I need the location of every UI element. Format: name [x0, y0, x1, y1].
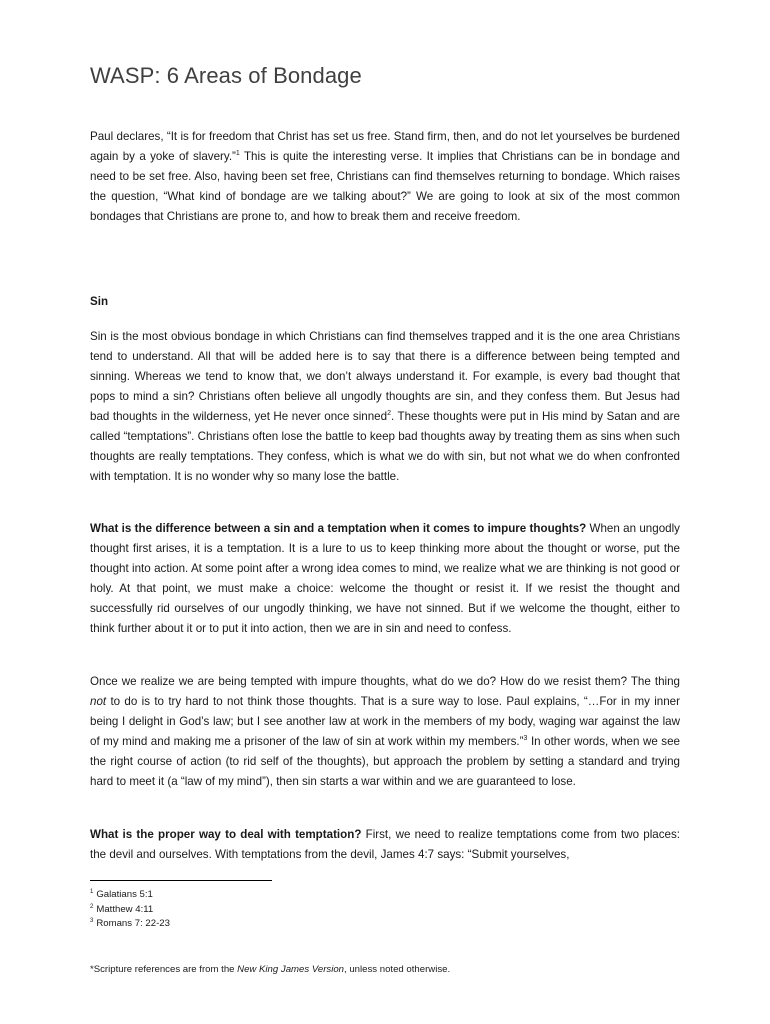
sin-p2-text: When an ungodly thought first arises, it is a temptation. It is a lure to us to keep thinking more about the thought or worse, put the thought into action. At some point after a wrong idea comes to mind, we realize what we are thinking is not good or holy. At that point, we must make a choice: welcome the thought or resist it. If we resist the thought and successfully rid ourselves of our ungodly thinking, we have not sinned. But if we welcome the thought, either to think further about it or to put it into action, then we are in sin and need to confess. — [90, 522, 680, 635]
footnote-list — [90, 888, 170, 932]
footnote-ref-1[interactable]: 1 — [235, 150, 240, 157]
footnote-ref-2[interactable]: 2 — [387, 410, 391, 417]
footnote-item — [90, 888, 170, 903]
intro-text-1: Paul declares, “It is for freedom that Christ has set us free. Stand firm, then, and do not let yourselves be burdened again by a yoke of slavery.” — [90, 130, 680, 163]
sin-p1-text-1: Sin is the most obvious bondage in which Christians can find themselves trapped and it is the one area Christians tend to understand. All that will be added here is to say that there is a difference between being tempted and sinning. Whereas we tend to know that, we don’t always understand it. For example, is every bad thought that pops to mind a sin? Christians often believe all ungodly thoughts are sin, and they confess them. But Jesus had bad thoughts in the wilderness, yet He never once sinned — [90, 330, 680, 423]
sin-p3-text-3: In other words, when we see the right course of action (to rid self of the thoughts), but approach the problem by setting a standard and trying hard to meet it (a “law of my mind”), then sin starts a war within and we are guaranteed to lose. — [90, 735, 680, 788]
sin-p3-italic-not: not — [90, 695, 107, 708]
sin-paragraph-3 — [90, 672, 680, 792]
footnote-item — [90, 917, 170, 932]
sin-paragraph-2 — [90, 519, 680, 639]
intro-text-2: This is quite the interesting verse. It implies that Christians can be in bondage and need to be set free. Also, having been set free, Christians can find themselves returning to bondage. Which raises the question, “What kind of bondage are we talking about?” We are going to look at six of the most common bondages that Christians are prone to, and how to break them and receive freedom. — [90, 150, 680, 223]
intro-paragraph — [90, 127, 680, 227]
footnote-number: 3 — [90, 918, 94, 924]
sin-p1-text-2: . These thoughts were put in His mind by Satan and are called “temptations”. Christians often lose the battle to keep bad thoughts away by treating them as sins when such thoughts are really temptations. They confess, which is what we do with sin, but not what we do when confronted with temptation. It is no wonder why so many lose the battle. — [90, 410, 680, 483]
footnote-text: Matthew 4:11 — [96, 903, 154, 915]
scripture-version-note — [90, 963, 450, 977]
footnote-text: Romans 7: 22-23 — [96, 918, 170, 929]
page-title: WASP: 6 Areas of Bondage — [90, 63, 362, 88]
note-version-name: New King James Version — [237, 964, 344, 975]
question-deal-with-temptation: What is the proper way to deal with temptation? — [90, 828, 362, 841]
footnote-item — [90, 903, 170, 918]
question-sin-vs-temptation: What is the difference between a sin and a temptation when it comes to impure thoughts? — [90, 522, 587, 535]
sin-paragraph-4 — [90, 825, 680, 865]
sin-p4-text: First, we need to realize temptations come from two places: the devil and ourselves. With temptations from the devil, James 4:7 says: “Submit yourselves, — [90, 828, 680, 861]
sin-p3-text-1: Once we realize we are being tempted with impure thoughts, what do we do? How do we resist them? The thing — [90, 675, 680, 688]
footnote-ref-3[interactable]: 3 — [523, 735, 528, 742]
footnote-number: 2 — [90, 903, 94, 910]
sin-paragraph-1 — [90, 327, 680, 487]
section-heading-sin: Sin — [90, 295, 109, 308]
footnote-number: 1 — [90, 889, 94, 895]
note-prefix: *Scripture references are from the — [90, 964, 238, 975]
sin-p3-text-2: to do is to try hard to not think those thoughts. That is a sure way to lose. Paul explains, “…For in my inner being I delight in God’s law; but I see another law at work in the members of my body, waging war against the law of my mind and making me a prisoner of the law of sin at work within my members.” — [90, 695, 680, 748]
note-suffix: , unless noted otherwise. — [344, 964, 451, 975]
footnote-text: Galatians 5:1 — [96, 889, 153, 900]
footnote-separator — [90, 880, 272, 881]
